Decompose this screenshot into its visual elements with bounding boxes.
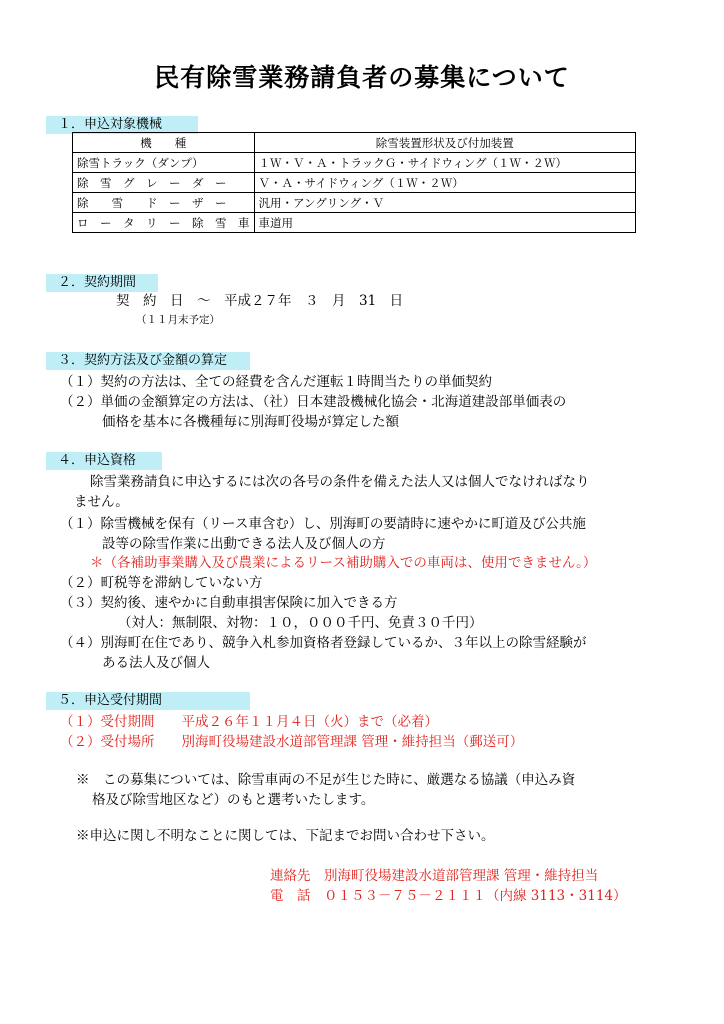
contract-period-note: （１１月末予定） [136, 314, 220, 326]
section3-line: （１）契約の方法は、全ての経費を含んだ運転１時間当たりの単価契約 [60, 374, 492, 390]
table-cell-machine: 除雪トラック（ダンプ） [73, 153, 255, 173]
section4-item3: （３）契約後、速やかに自動車損害保険に加入できる方 [60, 595, 398, 611]
table-row [73, 213, 636, 233]
section4-item3: （対人：無制限、対物：１０，０００千円、免責３０千円） [118, 615, 483, 631]
table-header-row [73, 133, 636, 153]
inquiry-note: ※申込に関し不明なことに関しては、下記までお問い合わせ下さい。 [76, 828, 495, 844]
section3-line: （２）単価の金額算定の方法は、（社）日本建設機械化協会・北海道建設部単価表の [60, 394, 567, 410]
section4-item1: 設等の除雪作業に出動できる法人及び個人の方 [102, 536, 386, 552]
section4-item1-note: ＊（各補助事業購入及び農業によるリース補助購入での車両は、使用できません。） [90, 555, 597, 571]
table-row [73, 173, 636, 193]
section4-intro: ません。 [74, 494, 129, 510]
table-row [73, 153, 636, 173]
section4-item4: （４）別海町在住であり、競争入札参加資格者登録しているか、３年以上の除雪経験が [60, 635, 587, 651]
section4-item4: ある法人及び個人 [102, 655, 210, 671]
table-header-cell: 機 種 [73, 133, 255, 153]
selection-note: ※ この募集については、除雪車両の不足が生じた時に、厳選なる協議（申込み資 [76, 772, 576, 788]
table-cell-machine: 除 雪 グ レ ー ダ ー [73, 173, 255, 193]
section5-item1: （１）受付期間 平成２６年１１月４日（火）まで（必着） [60, 714, 438, 730]
section2-heading: ２．契約期間 [46, 274, 158, 292]
machines-table [72, 132, 636, 233]
section1-heading: １．申込対象機械 [46, 116, 198, 134]
table-cell-equipment: 車道用 [254, 213, 636, 233]
selection-note: 格及び除雪地区など）のもと選考いたします。 [92, 792, 375, 808]
section4-item1: （１）除雪機械を保有（リース車含む）し、別海町の要請時に速やかに町道及び公共施 [60, 516, 586, 532]
table-cell-equipment: Ｖ・Ａ・サイドウィング（１Ｗ・２Ｗ） [254, 173, 636, 193]
section5-item2: （２）受付場所 別海町役場建設水道部管理課 管理・維持担当（郵送可） [60, 734, 524, 750]
contract-period: 契 約 日 ～ 平成２７年 ３ 月 31 日 [116, 293, 404, 309]
section3-line: 価格を基本に各機種毎に別海町役場が算定した額 [102, 414, 399, 430]
table-cell-machine: 除 雪 ド ー ザ ー [73, 193, 255, 213]
table-cell-equipment: 汎用・アングリング・Ｖ [254, 193, 636, 213]
section5-heading: ５．申込受付期間 [46, 692, 250, 710]
section3-heading: ３．契約方法及び金額の算定 [46, 352, 250, 370]
table-row [73, 193, 636, 213]
contact-address: 連絡先 別海町役場建設水道部管理課 管理・維持担当 [270, 868, 599, 884]
section4-intro: 除雪業務請負に申込するには次の各号の条件を備えた法人又は個人でなければなり [90, 474, 590, 490]
page-title: 民有除雪業務請負者の募集について [154, 63, 570, 92]
table-cell-machine: ロ ー タ リ ー 除 雪 車 [73, 213, 255, 233]
section4-item2: （２）町税等を滞納していない方 [60, 575, 263, 591]
section4-heading: ４．申込資格 [46, 452, 162, 470]
table-header-cell: 除雪装置形状及び付加装置 [254, 133, 636, 153]
contact-phone: 電 話 ０１５３－７５－２１１１（内線 3113・3114） [270, 888, 627, 904]
table-cell-equipment: １Ｗ・Ｖ・Ａ・トラックＧ・サイドウィング（１Ｗ・２Ｗ） [254, 153, 636, 173]
